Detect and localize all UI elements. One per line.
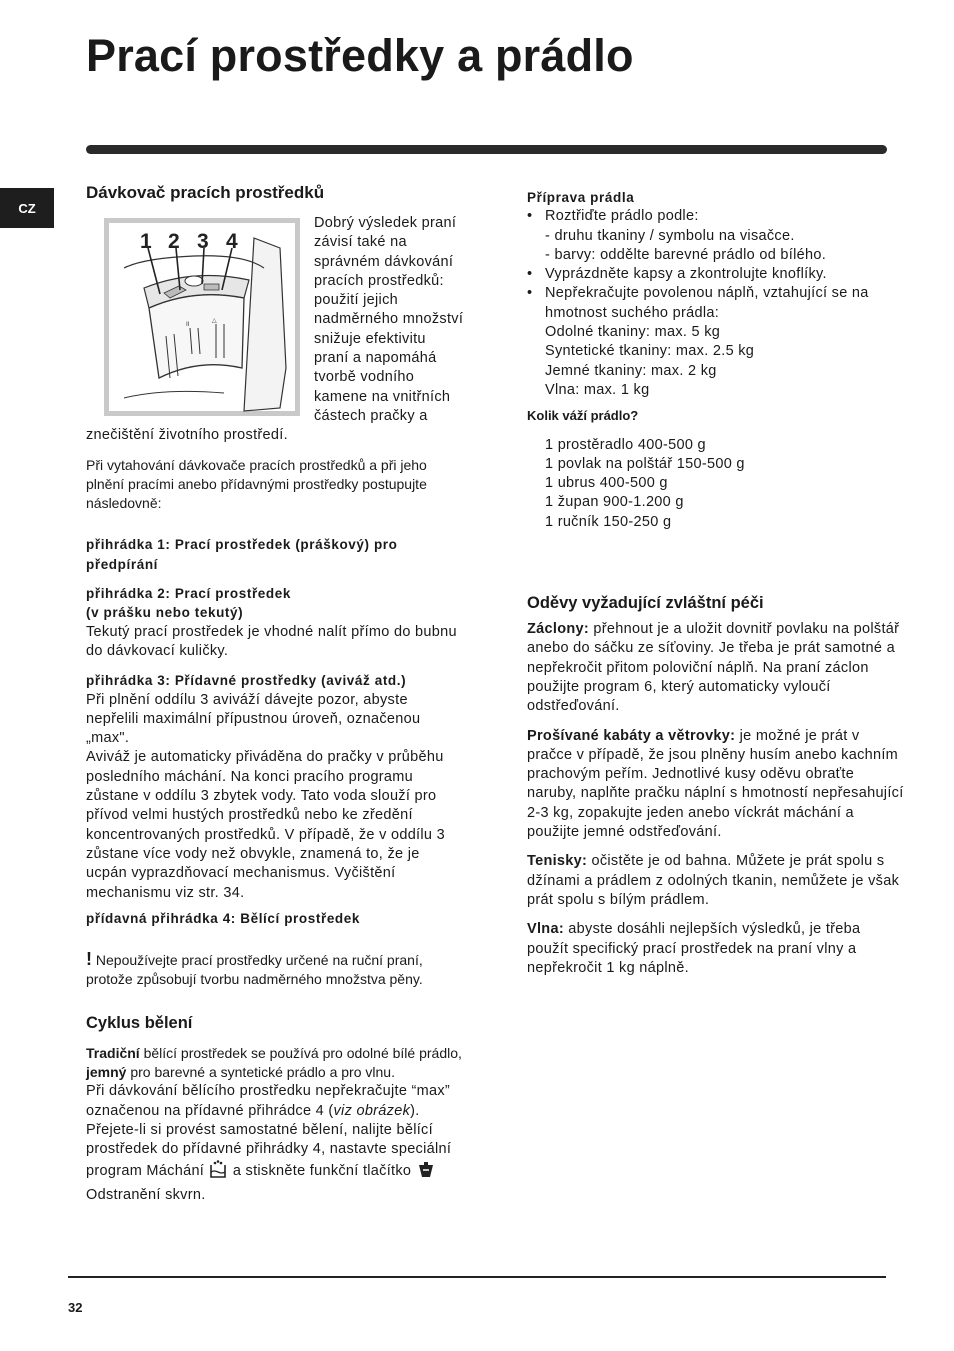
shoes-text: očistěte je od bahna. Můžete je prát spolu s džínami a prádlem z odolných tkanin, nemůžete je však prát spolu s bílým prádlem.	[527, 853, 900, 908]
dispenser-drawing	[104, 218, 300, 416]
compartment-3-text2: Aviváž je automaticky přiváděna do pračky v průběhu posledního máchání. Na konci pracího programu zůstane v oddílu 3 zbytek vody. Tato voda slouží pro přívod velmi hustých prostředků nebo ke zředění koncentrovaných prostředků. V případě, že v oddílu 3 zůstane více vody než obvykle, znamená to, že je ucpán vyprazdňovací mechanismus. Vyčištění mechanismu viz str. 34.	[86, 749, 445, 901]
bleach-p3	[86, 1121, 464, 1205]
prep-sub-2: - barvy: oddělte barevné prádlo od bílého.	[545, 246, 827, 263]
list-item	[527, 284, 905, 400]
dispenser-figure	[104, 218, 300, 416]
wool-paragraph	[527, 920, 905, 978]
svg-text:II: II	[186, 321, 190, 328]
bleach-p2	[86, 1082, 464, 1121]
wool-label: Vlna:	[527, 921, 564, 938]
dispenser-intro: Dobrý výsledek praní závisí také na správném dávkování pracích prostředků: použití jejich nadměrného množství snižuje efektivitu praní a napomáhá tvorbě vodního kamene na vnitřních částech pračky a znečištění životního prostředí.	[86, 215, 464, 444]
special-care-heading: Oděvy vyžadující zvláštní péči	[527, 594, 764, 613]
dispenser-instructions: Při vytahování dávkovače pracích prostředků a při jeho plnění pracími anebo přídavnými prostředky postupujte následovně:	[86, 456, 427, 512]
bleach-gentle: jemný	[86, 1063, 127, 1080]
list-item: • Vyprázdněte kapsy a zkontrolujte knoflíky.	[527, 265, 905, 284]
warning-mark: !	[86, 949, 92, 970]
bleach-p3-text2: a stiskněte funkční tlačítko	[232, 1163, 412, 1180]
prep-sub-1: - druhu tkaniny / symbolu na visačce.	[545, 227, 795, 244]
prep-bullet-3: Nepřekračujte povolenou náplň, vztahující se na hmotnost suchého prádla:	[545, 285, 869, 321]
bleach-p3-text3: Odstranění skvrn.	[86, 1186, 206, 1203]
list-item	[527, 207, 905, 265]
figure-label-1: 1	[140, 230, 152, 253]
bleach-p3-text1: Přejete-li si provést samostatné bělení, nalijte bělící prostředek do přídavné přihrádky 4, nastavte speciální program Máchání	[86, 1121, 452, 1180]
bleach-traditional: Tradiční	[86, 1044, 140, 1061]
left-column	[86, 182, 464, 1205]
prep-list	[527, 207, 905, 400]
weight-item-tablecloth: 1 ubrus 400-500 g	[545, 475, 668, 492]
compartment-3-text1: Při plnění oddílu 3 aviváží dávejte pozor, abyste nepřelili maximální přípustnou úroveň, označenou „max".	[86, 691, 421, 747]
weight-list	[527, 436, 905, 532]
figure-label-3: 3	[197, 230, 209, 253]
page-number: 32	[68, 1300, 83, 1315]
jackets-label: Prošívané kabáty a větrovky:	[527, 727, 736, 744]
bleach-p1-text1: bělící prostředek se používá pro odolné bílé prádlo,	[143, 1044, 462, 1061]
bleach-p1	[86, 1044, 464, 1083]
compartment-4-title: přídavná přihrádka 4: Bělící prostředek	[86, 910, 360, 926]
load-synteticke: Syntetické tkaniny: max. 2.5 kg	[545, 343, 755, 360]
jackets-paragraph	[527, 727, 905, 843]
bleach-p2-text2: ).	[410, 1102, 420, 1119]
load-vlna: Vlna: max. 1 kg	[545, 381, 650, 398]
stain-removal-icon	[416, 1161, 436, 1185]
dispenser-heading: Dávkovač pracích prostředků	[86, 183, 325, 202]
weight-heading: Kolik váží prádlo?	[527, 408, 639, 424]
compartment-2-title-b: (v prášku nebo tekutý)	[86, 605, 244, 621]
warning-note	[86, 950, 464, 990]
jackets-text: je možné je prát v pračce v případě, že jsou plněny husím anebo kachním prachovým peřím. Jednotlivé kusy oděvu obraťte naruby, naplňte pračku náplní s hmotností nepřesahující 2-3 kg, zopakujte jeden anebo víckrát máchání a použijte jemné odstřeďování.	[527, 727, 904, 841]
curtains-text: přehnout je a uložit dovnitř povlaku na polštář anebo do sáčku ze síťoviny. Je třeba je prát samotné a nepřekročit přitom poloviční náplň. Na praní záclon použijte program 6, který automaticky vyloučí odstřeďování.	[527, 621, 900, 715]
bleach-p2-text1: Při dávkování bělícího prostředku nepřekračujte “max” označenou na přídavné přihrádce 4 (	[86, 1083, 451, 1119]
warning-text: Nepoužívejte prací prostředky určené na ruční praní, protože způsobují tvorbu nadměrného množstva pěny.	[86, 952, 423, 988]
bleach-p2-italic: viz obrázek	[333, 1102, 411, 1119]
wool-text: abyste dosáhli nejlepších výsledků, je třeba použít specifický prací prostředek na praní vlny a nepřekročit 1 kg náplně.	[527, 921, 861, 976]
weight-item-sheet: 1 prostěradlo 400-500 g	[545, 436, 706, 453]
compartment-1-title: přihrádka 1: Prací prostředek (práškový) pro předpírání	[86, 537, 398, 572]
shoes-label: Tenisky:	[527, 853, 588, 870]
figure-label-2: 2	[168, 230, 180, 253]
bleach-p1-text2: pro barevné a syntetické prádlo a pro vlnu.	[130, 1063, 395, 1080]
compartment-2-title-a: přihrádka 2: Prací prostředek	[86, 586, 291, 602]
right-column	[527, 188, 905, 978]
load-jemne: Jemné tkaniny: max. 2 kg	[545, 362, 717, 379]
footer-rule	[68, 1276, 886, 1278]
weight-item-pillowcase: 1 povlak na polštář 150-500 g	[545, 455, 745, 472]
load-odolne: Odolné tkaniny: max. 5 kg	[545, 324, 721, 341]
prep-heading: Příprava prádla	[527, 190, 635, 205]
compartment-3-title: přihrádka 3: Přídavné prostředky (aviváž atd.)	[86, 673, 407, 689]
page-title: Prací prostředky a prádlo	[86, 30, 634, 81]
language-tab: CZ	[0, 188, 54, 228]
rinse-program-icon	[208, 1159, 228, 1185]
title-rule	[86, 145, 887, 154]
figure-label-4: 4	[226, 230, 238, 253]
curtains-label: Záclony:	[527, 621, 590, 638]
weight-item-bathrobe: 1 župan 900-1.200 g	[545, 494, 684, 511]
bleach-heading: Cyklus bělení	[86, 1013, 193, 1032]
prep-bullet-1: Roztřiďte prádlo podle:	[545, 208, 699, 225]
curtains-paragraph	[527, 620, 905, 716]
shoes-paragraph	[527, 852, 905, 910]
svg-text:△: △	[212, 317, 217, 324]
compartment-2-text: Tekutý prací prostředek je vhodné nalít přímo do bubnu do dávkovací kuličky.	[86, 623, 457, 659]
weight-item-towel: 1 ručník 150-250 g	[545, 513, 672, 530]
